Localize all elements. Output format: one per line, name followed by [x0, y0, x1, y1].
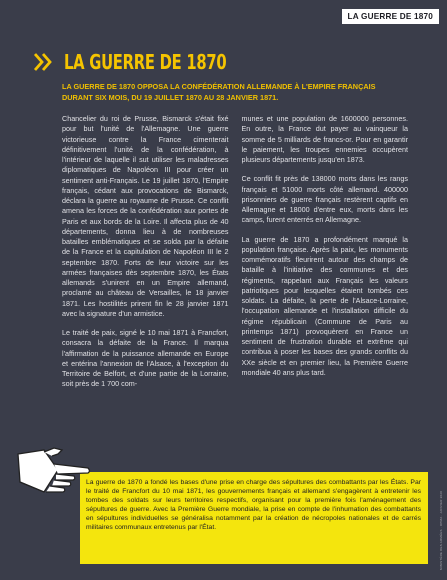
- double-chevron-icon: [34, 52, 58, 72]
- section-tab: LA GUERRE DE 1870: [342, 9, 439, 24]
- lede: LA GUERRE DE 1870 OPPOSA LA CONFÉDÉRATION ALLEMANDE À L'EMPIRE FRANÇAIS DURANT SIX MOIS, DU 19 JUILLET 1870 AU 28 JANVIER 1871.: [62, 82, 376, 102]
- paragraph: munes et une population de 1600000 personnes. En outre, la France dut payer au vainqueur la somme de 5 milliards de francs-or. Pour en garantir le paiement, les troupes ennemies occupèrent plusieurs départements jusqu'en 1873.: [241, 114, 408, 164]
- paragraph: Ce conflit fit près de 138000 morts dans les rangs français et 51000 morts côté allemand. 400000 prisonniers de guerre français restèrent captifs en Allemagne et 18000 d'entre eux, morts dans les camps, furent enterrés en Allemagne.: [241, 174, 408, 225]
- paragraph: Chancelier du roi de Prusse, Bismarck s'était fixé pour but l'unité de l'Allemagne. Une guerre victorieuse contre la France cimenterait définitivement l'unité de la confédération, à l'intérieur de laquelle il sut utiliser les maladresses diplomatiques de Napoléon III pour créer un sentiment anti-Français. Le 19 juillet 1870, l'Empire français, cédant aux provocations de Bismarck, déclara la guerre au royaume de Prusse. Ce conflit amena les forces de la confédération aux portes de Paris et aux bords de la Loire. Il affecta plus de 40 départements, donna lieu à de nombreuses batailles emblématiques et se solda par la défaite de la France et la capitulation de Napoléon III le 2 septembre 1870. Forts de leur victoire sur les armées françaises dès septembre 1870, les États allemands s'unirent en un Empire allemand, proclamé au château de Versailles, le 18 janvier 1871. Les hostilités prirent fin le 28 janvier 1871 avec la signature d'un armistice.: [62, 114, 229, 318]
- vertical-credit: MINISTÈRE DES ARMÉES · DPMA · JANVIER 2020: [439, 490, 443, 570]
- column-right: [242, 114, 409, 409]
- paragraph: La guerre de 1870 a profondément marqué la population française. Après la paix, les monuments commémoratifs fleurirent autour des champs de bataille à l'initiative des communes et des régiments, rappelant aux Français les valeurs patriotiques pour lesquelles étaient tombés ces soldats. La défaite, la perte de l'Alsace-Lorraine, l'occupation allemande et l'installation difficile du régime républicain (Commune de Paris au printemps 1871) provoquèrent en France un sentiment de frustration durable et extrême qui contribua à poser les bases des grands conflits du XXe siècle et en premier lieu, la Première Guerre mondiale 40 ans plus tard.: [241, 234, 408, 377]
- paragraph: Le traité de paix, signé le 10 mai 1871 à Francfort, consacra la défaite de la France. Il marqua l'affirmation de la puissance allemande en Europe et entérina l'annexion de l'Alsace, à l'exception du Territoire de Belfort, et d'une partie de la Lorraine, soit près de 1 700 com-: [62, 328, 229, 389]
- pointing-hand-icon: [14, 442, 92, 504]
- column-left: [62, 114, 229, 409]
- callout-text: La guerre de 1870 a fondé les bases d'une prise en charge des sépultures des combattants par les États. Par le traité de Francfort du 10 mai 1871, les gouvernements français et allemand s'engagèrent à entretenir les tombes des soldats sur leurs territoires respectifs, organisant pour la première fois l'aménagement des sépultures de guerre. Avec la Première Guerre mondiale, la prise en compte de l'inhumation des combattants en sépultures individuelles se généralisa notamment par la création de nécropoles nationales et de carrés militaires communaux entretenus par l'État.: [86, 479, 421, 532]
- page-title: LA GUERRE DE 1870: [64, 50, 227, 74]
- title-row: [34, 50, 262, 74]
- article-columns: [62, 114, 408, 409]
